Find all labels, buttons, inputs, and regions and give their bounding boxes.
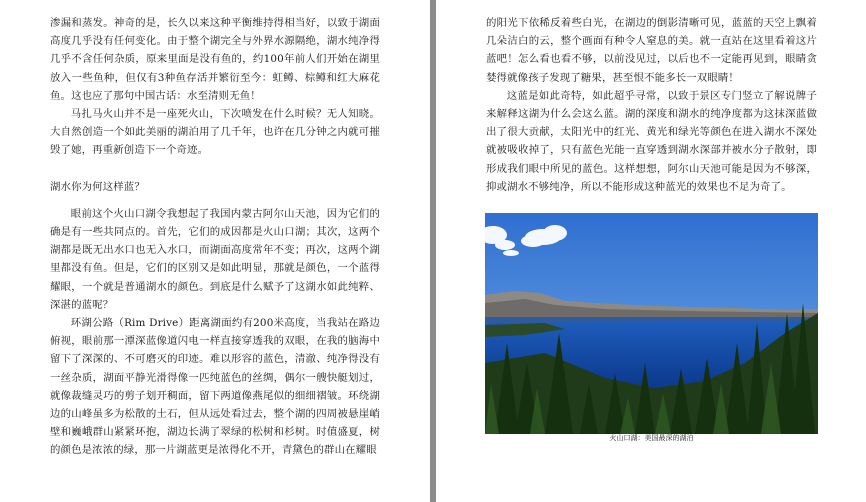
section-heading: 湖水你为何这样蓝？	[50, 180, 145, 193]
lake-photo	[485, 213, 818, 434]
paragraph: 的阳光下依稀反着些白光，在湖边的倒影清晰可见，蓝蓝的天空上飘着几朵洁白的云，整个画面有种令人窒息的美。就一直站在这里看着这片蓝吧！怎么看也看不够，以前没见过，以后也不一定能再见到，眼睛贪婪得就像孩子发现了糖果，甚至恨不能多长一双眼睛！	[486, 17, 817, 84]
left-page	[0, 0, 430, 502]
right-page	[436, 0, 866, 502]
paragraph: 马扎马火山并不是一座死火山，下次喷发在什么时候？无人知晓。大自然创造一个如此美丽的湖泊用了几千年，也许在几分钟之内就可摧毁了她，再重新创造下一个奇迹。	[50, 108, 380, 157]
paragraph: 渗漏和蒸发。神奇的是，长久以来这种平衡维持得相当好，以致于湖面高度几乎没有任何变化。由于整个湖完全与外界水源隔绝，湖水纯净得几乎不含任何杂质，原来里面是没有鱼的，约100年前人们开始在湖里放入一些鱼种，但仅有3种鱼存活并繁衍至今：虹鳟、棕鳟和红大麻花鱼。这也应了那句中国古话：水至清则无鱼！	[50, 17, 380, 102]
paragraph: 环湖公路（Rim Drive）距离湖面约有200米高度，当我站在路边俯视，眼前那一潭深蓝像道闪电一样直接穿透我的双眼，在我的脑海中留下了深深的、不可磨灭的印迹。难以形容的蓝色，清澈、纯净得没有一丝杂质，湖面平静光滑得像一匹纯蓝色的丝绸，偶尔一艘快艇划过，就像裁缝灵巧的剪子划开稠面，留下两道像燕尾似的细细褶皱。环绕湖边的山峰虽多为松散的土石，但从远处看过去，整个湖的四周被悬崖峭壁和巍峨群山紧紧环抱，湖边长满了翠绿的松树和杉树。时值盛夏，树的颜色是浓浓的绿，那一片湖蓝更是浓得化不开，青黛色的群山在耀眼	[50, 317, 380, 457]
photo-caption: 火山口湖：美国最深的湖泊	[609, 434, 694, 442]
paragraph: 眼前这个火山口湖令我想起了我国内蒙古阿尔山天池，因为它们的确是有一些共同点的。首先，它们的成因都是火山口湖；其次，这两个湖都是既无出水口也无入水口，而湖面高度常年不变；再次，这两个湖里都没有鱼。但是，它们的区别又是如此明显，那就是颜色，一个蓝得耀眼，一个就是普通湖水的颜色。到底是什么赋予了这湖水如此纯粹、深湛的蓝呢？	[50, 207, 380, 311]
left-text-column	[50, 14, 380, 460]
paragraph: 这蓝是如此奇特，如此超乎寻常，以致于景区专门竖立了解说牌子来解释这湖为什么会这么蓝。湖的深度和湖水的纯净度都为这抹深蓝做出了很大贡献，太阳光中的红光、黄光和绿光等颜色在进入湖水不深处就被吸收掉了，只有蓝色光能一直穿透到湖水深部并被水分子散射，即形成我们眼中所见的蓝色。这样想想，阿尔山天池可能是因为不够深，抑或湖水不够纯净，所以不能形成这种蓝光的效果也不足为奇了。	[486, 89, 817, 193]
right-text-column	[486, 14, 817, 196]
